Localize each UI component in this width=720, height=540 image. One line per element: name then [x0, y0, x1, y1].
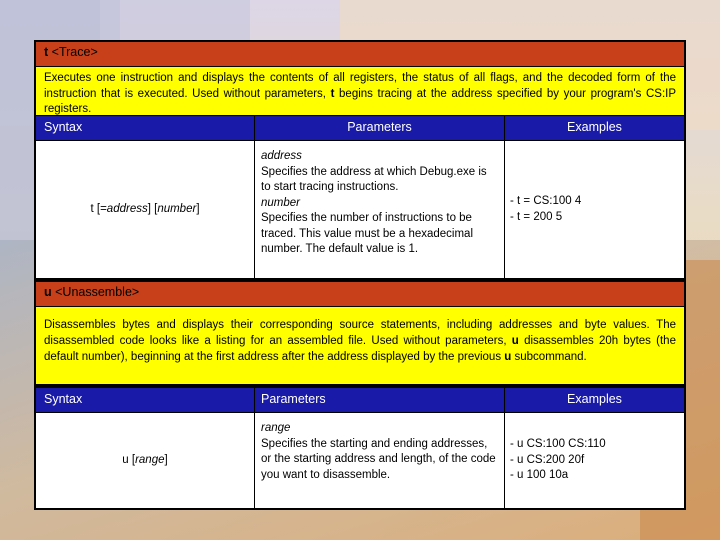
- unassemble-example: - u 100 10a: [510, 469, 569, 482]
- trace-param-number-desc: Specifies the number of instructions to be traced. This value must be a hexadecimal number. The default value is 1.: [261, 212, 474, 255]
- trace-param-number: number: [261, 196, 300, 209]
- unassemble-title: <Unassemble>: [55, 285, 140, 299]
- trace-title: <Trace>: [51, 45, 98, 59]
- unassemble-syntax-header: Syntax: [36, 388, 254, 412]
- trace-examples: [505, 141, 684, 278]
- trace-example: - t = 200 5: [510, 210, 563, 223]
- trace-title-bar: [36, 42, 684, 66]
- unassemble-syntax: u [range]: [36, 413, 254, 508]
- trace-examples-header: Examples: [505, 116, 684, 140]
- trace-command: t: [44, 45, 49, 59]
- unassemble-example: - u CS:100 CS:110: [510, 438, 606, 451]
- trace-parameters: [255, 141, 504, 278]
- unassemble-parameters-header: Parameters: [255, 388, 504, 412]
- trace-syntax-header: Syntax: [36, 116, 254, 140]
- unassemble-title-bar: [36, 282, 684, 306]
- unassemble-examples: [505, 413, 684, 508]
- trace-example: - t = CS:100 4: [510, 195, 582, 207]
- trace-param-address-desc: Specifies the address at which Debug.exe is to start tracing instructions.: [261, 165, 487, 193]
- unassemble-description: Disassembles bytes and displays their corresponding source statements, including addresses and byte values. The disassembled code looks like a listing for an assembled file. Used without parameters, u disassembles 20h bytes (the default number), beginning at the first address after the address displayed by the previous u subcommand.: [36, 307, 684, 384]
- unassemble-param-range-desc: Specifies the starting and ending addresses, or the starting address and length, of the code you want to disassemble.: [261, 437, 496, 481]
- unassemble-command: u: [44, 285, 52, 299]
- command-reference-table: [34, 40, 686, 510]
- unassemble-examples-header: Examples: [505, 388, 684, 412]
- trace-syntax: t [=address] [number]: [36, 141, 254, 278]
- trace-param-address: address: [261, 150, 302, 162]
- unassemble-example: - u CS:200 20f: [510, 453, 585, 466]
- unassemble-param-range: range: [261, 422, 291, 434]
- trace-description: Executes one instruction and displays the contents of all registers, the status of all flags, and the decoded form of the instruction that is executed. Used without parameters, t begins tracing at the address specified by your program's CS:IP registers.: [36, 67, 684, 115]
- trace-parameters-header: Parameters: [255, 116, 504, 140]
- unassemble-parameters: [255, 413, 504, 508]
